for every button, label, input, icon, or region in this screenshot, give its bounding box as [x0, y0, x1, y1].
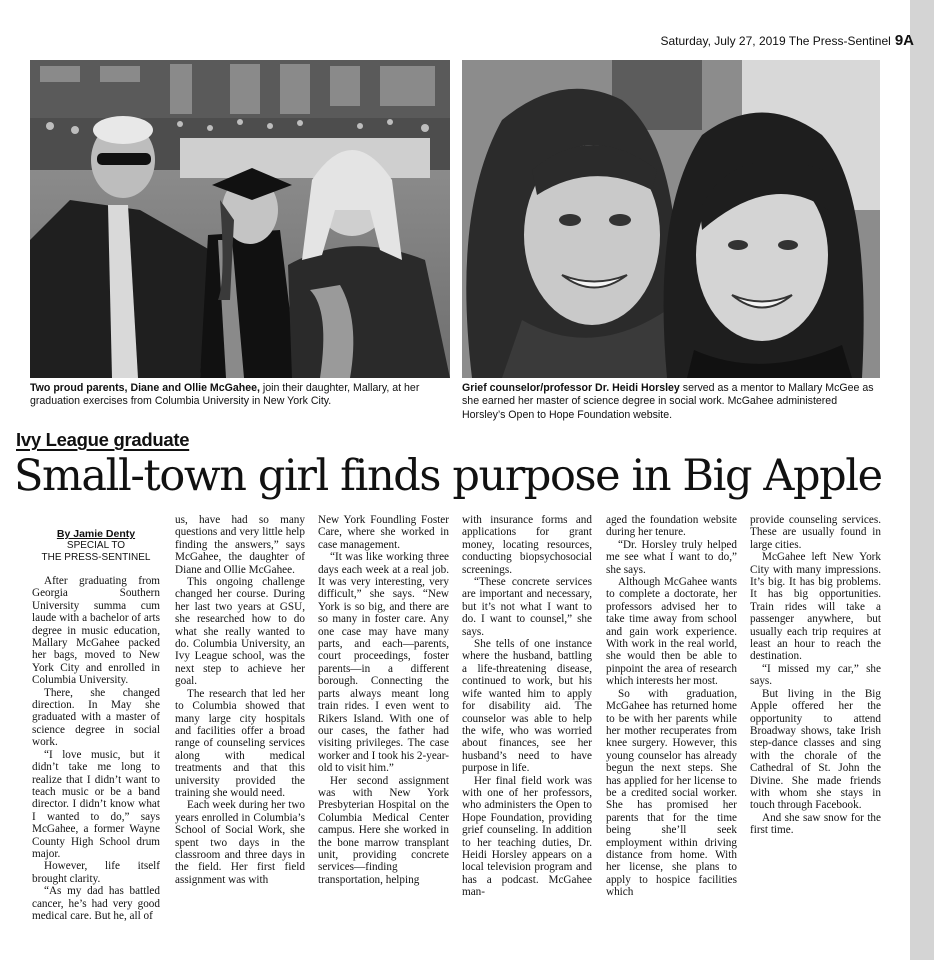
col4-paragraph: with insurance forms and applications for grant money, locating resources, conducting biopsychosocial screenings. [462, 514, 592, 576]
col5-paragraph: aged the foundation website during her tenure. [606, 514, 737, 539]
col2-paragraph: The research that led her to Columbia showed that many large city hospitals and facilities offer a broad range of counseling services along with medical treatments and that this university provided the training she would need. [175, 687, 305, 799]
byline [32, 528, 160, 564]
right-caption-text: served as a mentor to Mallary McGee as she earned her master of science degree in social work. McGahee administered Horsley’s Open to Hope Foundation website. [462, 382, 874, 421]
page-header [660, 32, 914, 49]
col2-paragraph: us, have had so many questions and very little help finding the answers,” says McGahee, the daughter of Diane and Ollie McGahee. [175, 514, 305, 576]
byline-role-1: SPECIAL TO [66, 540, 126, 551]
left-photo-caption [30, 382, 450, 409]
col4-paragraph: “These concrete services are important and necessary, but it’s not what I want to do. I want to counsel,” she says. [462, 576, 592, 638]
right-caption-name: Grief counselor/professor Dr. Heidi Horsley [462, 382, 680, 394]
mentor-selfie-photo [462, 60, 880, 378]
col6-paragraph: But living in the Big Apple offered her the opportunity to attend Broadway shows, take Irish step-dance classes and sing with the chorale of the Cathedral of St. John the Divine. She made friends with whom she stays in touch through Facebook. [750, 687, 881, 812]
col1-paragraph: After graduating from Georgia Southern University summa cum laude with a bachelor of arts degree in music education, Mallary McGahee packed her bags, moved to New York City and enrolled in Columbia University. [32, 575, 160, 687]
article-column-3 [318, 514, 449, 958]
col5-paragraph: So with graduation, McGahee has returned home to be with her parents while her mother recuperates from knee surgery. However, this young counselor has already begun the next steps. She has applied for her license to be a credited social worker. She has promised her parents that for the time being she’ll seek employment within driving distance from home. With her license, she plans to apply to hospice facilities which [606, 687, 737, 899]
right-photo-caption [462, 382, 882, 422]
col2-paragraph: Each week during her two years enrolled in Columbia’s School of Social Work, she spent two days in the classroom and three days in the field. Her first field assignment was with [175, 799, 305, 886]
col3-paragraph: Her second assignment was with New York Presbyterian Hospital on the Columbia Medical Center campus. Here she worked in the bone marrow transplant unit, providing concrete services—finding transportation, helping [318, 774, 449, 886]
background-strip [910, 0, 934, 960]
article-column-2 [175, 514, 305, 958]
article-column-6 [750, 514, 881, 958]
section-kicker: Ivy League graduate [16, 429, 190, 450]
col5-paragraph: Although McGahee wants to complete a doctorate, her professors advised her to take time away from school and gain work experience. With work in the real world, she would then be able to pinpoint the area of research which interests her most. [606, 576, 737, 688]
col1-paragraph: There, she changed direction. In May she graduated with a master of science degree in social work. [32, 686, 160, 749]
col4-paragraph: She tells of one instance where the husband, battling a life-threatening disease, continued to work, but his wife wanted him to apply for disability aid. The counselor was able to help the wife, who was worried about finances, see her husband’s need to have purpose in life. [462, 638, 592, 775]
col6-paragraph: McGahee left New York City with many impressions. It’s big. It has big problems. It has big opportunities. Train rides will take a passenger anywhere, but usually each trip requires at least an hour to reach the destination. [750, 551, 881, 663]
byline-author: By Jamie Denty [56, 528, 136, 540]
graduation-photo [30, 60, 450, 378]
byline-role-2: THE PRESS-SENTINEL [41, 552, 151, 563]
article-column-1 [32, 514, 160, 958]
left-caption-text: join their daughter, Mallary, at her graduation exercises from Columbia University in New York City. [30, 382, 420, 408]
col6-paragraph: “I missed my car,” she says. [750, 662, 881, 688]
page-number: 9A [894, 32, 914, 49]
col2-paragraph: This ongoing challenge changed her course. During her last two years at GSU, she researched how to do what she really wanted to do. Columbia University, an Ivy League school, was the next step to achieve her goal. [175, 576, 305, 688]
col1-paragraph: “As my dad has battled cancer, he’s had very good medical care. But he, all of [32, 885, 160, 922]
article-column-5 [606, 514, 737, 958]
date-and-paper: Saturday, July 27, 2019 The Press-Sentinel [660, 34, 891, 48]
headline: Small-town girl finds purpose in Big Apple [14, 451, 882, 501]
left-caption-names: Two proud parents, Diane and Ollie McGahee, [30, 382, 260, 394]
article-column-4 [462, 514, 592, 958]
col6-paragraph: And she saw snow for the first time. [750, 811, 881, 837]
col1-paragraph: However, life itself brought clarity. [32, 860, 160, 885]
col5-paragraph: “Dr. Horsley truly helped me see what I want to do,” she says. [606, 538, 737, 576]
col4-paragraph: Her final field work was with one of her professors, who administers the Open to Hope Foundation, providing grief counseling. In addition to her teaching duties, Dr. Heidi Horsley appears on a local television program and has a podcast. McGahee man- [462, 774, 592, 899]
col1-paragraph: “I love music, but it didn’t take me long to realize that I didn’t want to teach music or be a band director. I didn’t know what I wanted to do,” says McGahee, a former Wayne County High School drum major. [32, 748, 160, 860]
col3-paragraph: “It was like working three days each week at a real job. It was very interesting, very difficult,” she says. “New York is so big, and there are so many in foster care. Any one case may have many parts, and each—parents, court proceedings, foster parents—in a different borough. Connecting the parts always meant long train rides. I even went to Rikers Island. With one of our cases, the father had visiting privileges. The case worker and I took his 2-year-old to visit him.” [318, 551, 449, 775]
col6-paragraph: provide counseling services. These are usually found in large cities. [750, 514, 881, 551]
col3-paragraph: New York Foundling Foster Care, where she worked in case management. [318, 514, 449, 551]
